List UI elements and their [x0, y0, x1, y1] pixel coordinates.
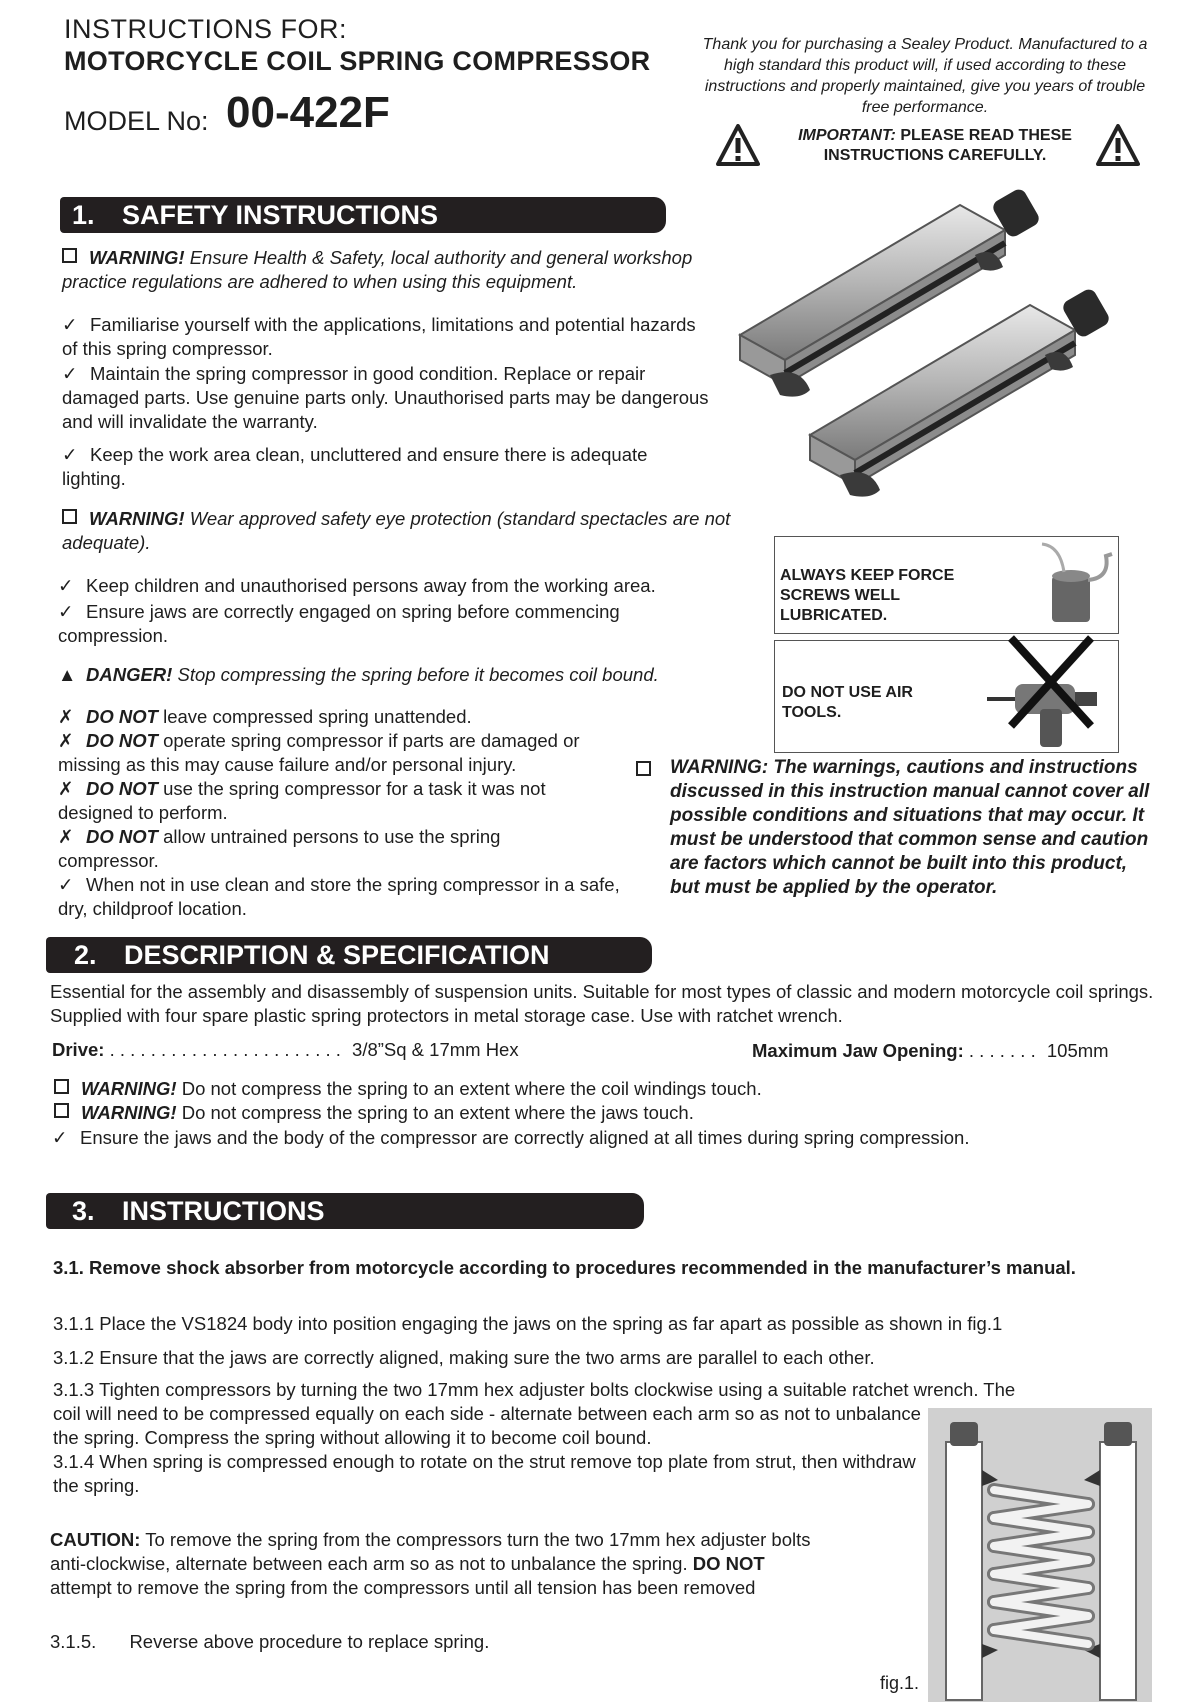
- cross-icon: ✗: [58, 706, 74, 727]
- fig1-compressor-diagram: [928, 1408, 1152, 1702]
- description-text: Essential for the assembly and disassembly of suspension units. Suitable for most types of classic and modern motorcycle coil springs. Supplied with four spare plastic spring protectors in metal storage case. Use with ratchet wrench.: [50, 981, 1154, 1026]
- safety-donot-3: [58, 777, 618, 825]
- check-text: When not in use clean and store the spring compressor in a safe, dry, childproof location.: [58, 874, 620, 919]
- safety-donot-1: [58, 705, 708, 729]
- check-text: Maintain the spring compressor in good condition. Replace or repair damaged parts. Use genuine parts only. Unauthorised parts may be dangerous and will invalidate the warranty.: [62, 363, 709, 432]
- warning-text: Do not compress the spring to an extent where the coil windings touch.: [181, 1078, 762, 1099]
- caution-text-2: attempt to remove the spring from the compressors until all tension has been removed: [50, 1577, 756, 1598]
- section2-title: DESCRIPTION & SPECIFICATION: [124, 940, 550, 970]
- important-label: IMPORTANT:: [798, 127, 896, 144]
- section3-number: 3.: [72, 1196, 95, 1226]
- danger-triangle-icon: ▲: [58, 664, 77, 685]
- drive-label: Drive:: [52, 1039, 105, 1060]
- section2-header: [46, 937, 652, 973]
- donot-label: DO NOT: [86, 778, 158, 799]
- section3-header: [46, 1193, 644, 1229]
- warning-triangle-icon: [1096, 124, 1140, 166]
- important-notice: [770, 126, 1100, 166]
- jaw-dots: . . . . . . .: [968, 1040, 1036, 1061]
- donot-label: DO NOT: [86, 706, 158, 727]
- check-text: Ensure the jaws and the body of the compressor are correctly aligned at all times during spring compression.: [80, 1127, 970, 1148]
- warning-label: WARNING!: [89, 247, 185, 268]
- cross-icon: ✗: [58, 730, 74, 751]
- donot-text: allow untrained persons to use the spring compressor.: [58, 826, 501, 871]
- cross-icon: ✗: [58, 778, 74, 799]
- danger-label: DANGER!: [86, 664, 173, 685]
- safety-check-5: [58, 600, 698, 648]
- jaw-label: Maximum Jaw Opening:: [752, 1040, 964, 1061]
- warning-label: WARNING!: [81, 1102, 177, 1123]
- warning-label: WARNING!: [89, 508, 185, 529]
- step-text: Reverse above procedure to replace spring.: [129, 1631, 490, 1652]
- check-text: Keep children and unauthorised persons away from the working area.: [86, 575, 656, 596]
- lubricate-note-text: ALWAYS KEEP FORCE SCREWS WELL LUBRICATED.: [780, 567, 955, 624]
- safety-danger: [58, 663, 758, 687]
- donot-text: leave compressed spring unattended.: [163, 706, 472, 727]
- safety-check-3: [62, 443, 712, 491]
- section2-number: 2.: [74, 940, 97, 970]
- safety-warning-1: [62, 246, 762, 294]
- warning-text: Ensure Health & Safety, local authority and general workshop practice regulations are adhered to when using this equipment.: [62, 247, 693, 292]
- general-warning: WARNING: The warnings, cautions and instructions discussed in this instruction manual cannot cover all possible conditions and situations that may occur. It must be understood that common sense and caution are factors which cannot be built into this product, but must be applied by the operator.: [670, 757, 1150, 898]
- header-title-line1: INSTRUCTIONS FOR:: [64, 14, 347, 44]
- check-text: Keep the work area clean, uncluttered and ensure there is adequate lighting.: [62, 444, 648, 489]
- warning-triangle-icon: [716, 124, 760, 166]
- check-icon: ✓: [62, 444, 78, 465]
- warning-text: Wear approved safety eye protection (standard spectacles are not adequate).: [62, 508, 731, 553]
- donot-text: operate spring compressor if parts are damaged or missing as this may cause failure and/or personal injury.: [58, 730, 580, 775]
- donot-label: DO NOT: [86, 730, 158, 751]
- check-icon: ✓: [62, 314, 78, 335]
- caution-donot: DO NOT: [692, 1553, 765, 1574]
- drive-value: 3/8”Sq & 17mm Hex: [352, 1039, 519, 1060]
- spec-warning-2: [54, 1101, 1154, 1125]
- no-air-tool-icon: [985, 634, 1115, 752]
- safety-check-2: [62, 362, 712, 434]
- check-icon: ✓: [58, 575, 74, 596]
- warning-text: Do not compress the spring to an extent where the jaws touch.: [181, 1102, 694, 1123]
- step-number: 3.1.5.: [50, 1631, 97, 1652]
- donot-text: use the spring compressor for a task it was not designed to perform.: [58, 778, 546, 823]
- air-tools-note-text: DO NOT USE AIR TOOLS.: [782, 684, 913, 721]
- checkbox-bullet-icon: [54, 1103, 69, 1118]
- spec-check-1: [52, 1126, 1152, 1150]
- step-3-1-3-rest: coil will need to be compressed equally on each side - alternate between each arm so as not to unbalance the spring. Compress the spring without allowing it to become coil bound.: [53, 1403, 921, 1448]
- caution-text: To remove the spring from the compressors turn the two 17mm hex adjuster bolts anti-clockwise, alternate between each arm so as not to unbalance the spring.: [50, 1529, 811, 1574]
- drive-dots: . . . . . . . . . . . . . . . . . . . . . . .: [109, 1039, 341, 1060]
- check-icon: ✓: [58, 874, 74, 895]
- checkbox-bullet-icon: [62, 248, 77, 263]
- spring-compressor-product-image: [730, 185, 1150, 535]
- checkbox-bullet-icon: [636, 761, 651, 776]
- model-number: 00-422F: [226, 88, 390, 137]
- thanks-text: Thank you for purchasing a Sealey Product. Manufactured to a high standard this product will, if used according to these instructions and properly maintained, give you years of trouble free performance.: [702, 36, 1148, 116]
- step-3-1-4: 3.1.4 When spring is compressed enough to rotate on the strut remove top plate from strut, then withdraw the spring.: [53, 1451, 916, 1496]
- caution-label: CAUTION:: [50, 1529, 141, 1550]
- step-3-1-2: 3.1.2 Ensure that the jaws are correctly aligned, making sure the two arms are parallel to each other.: [53, 1347, 875, 1368]
- spec-jaw-opening: [752, 1039, 1109, 1063]
- safety-donot-4: [58, 825, 578, 873]
- danger-text: Stop compressing the spring before it becomes coil bound.: [177, 664, 659, 685]
- warning-label: WARNING!: [81, 1078, 177, 1099]
- step-3-1-1: 3.1.1 Place the VS1824 body into position engaging the jaws on the spring as far apart as possible as shown in fig.1: [53, 1313, 1003, 1334]
- section1-header: [60, 197, 666, 233]
- safety-check-1: [62, 313, 702, 361]
- section1-number: 1.: [72, 200, 95, 230]
- check-icon: ✓: [62, 363, 78, 384]
- section3-title: INSTRUCTIONS: [122, 1196, 325, 1226]
- check-icon: ✓: [58, 601, 74, 622]
- step-3-1-5: [50, 1630, 489, 1654]
- instructions-heading: 3.1. Remove shock absorber from motorcycle according to procedures recommended in the manufacturer’s manual.: [53, 1257, 1076, 1278]
- fig1-caption: fig.1.: [880, 1673, 920, 1693]
- oil-can-icon: [1040, 538, 1116, 630]
- safety-check-4: [58, 574, 748, 598]
- donot-label: DO NOT: [86, 826, 158, 847]
- important-text: PLEASE READ THESE INSTRUCTIONS CAREFULLY.: [823, 127, 1072, 164]
- caution-paragraph: [50, 1528, 830, 1600]
- safety-check-6: [58, 873, 628, 921]
- spec-drive: [52, 1038, 519, 1062]
- checkbox-bullet-icon: [62, 509, 77, 524]
- check-icon: ✓: [52, 1127, 68, 1148]
- jaw-value: 105mm: [1046, 1040, 1109, 1061]
- header-title-line2: MOTORCYCLE COIL SPRING COMPRESSOR: [64, 46, 651, 76]
- cross-icon: ✗: [58, 826, 74, 847]
- spec-warning-1: [54, 1077, 1154, 1101]
- check-text: Familiarise yourself with the applications, limitations and potential hazards of this spring compressor.: [62, 314, 696, 359]
- section1-title: SAFETY INSTRUCTIONS: [122, 200, 439, 230]
- check-text: Ensure jaws are correctly engaged on spring before commencing compression.: [58, 601, 620, 646]
- safety-donot-2: [58, 729, 638, 777]
- checkbox-bullet-icon: [54, 1079, 69, 1094]
- step-3-1-3-line1: 3.1.3 Tighten compressors by turning the two 17mm hex adjuster bolts clockwise using a suitable ratchet wrench. The: [53, 1379, 1016, 1400]
- safety-warning-2: [62, 507, 742, 555]
- model-label: MODEL No:: [64, 106, 209, 136]
